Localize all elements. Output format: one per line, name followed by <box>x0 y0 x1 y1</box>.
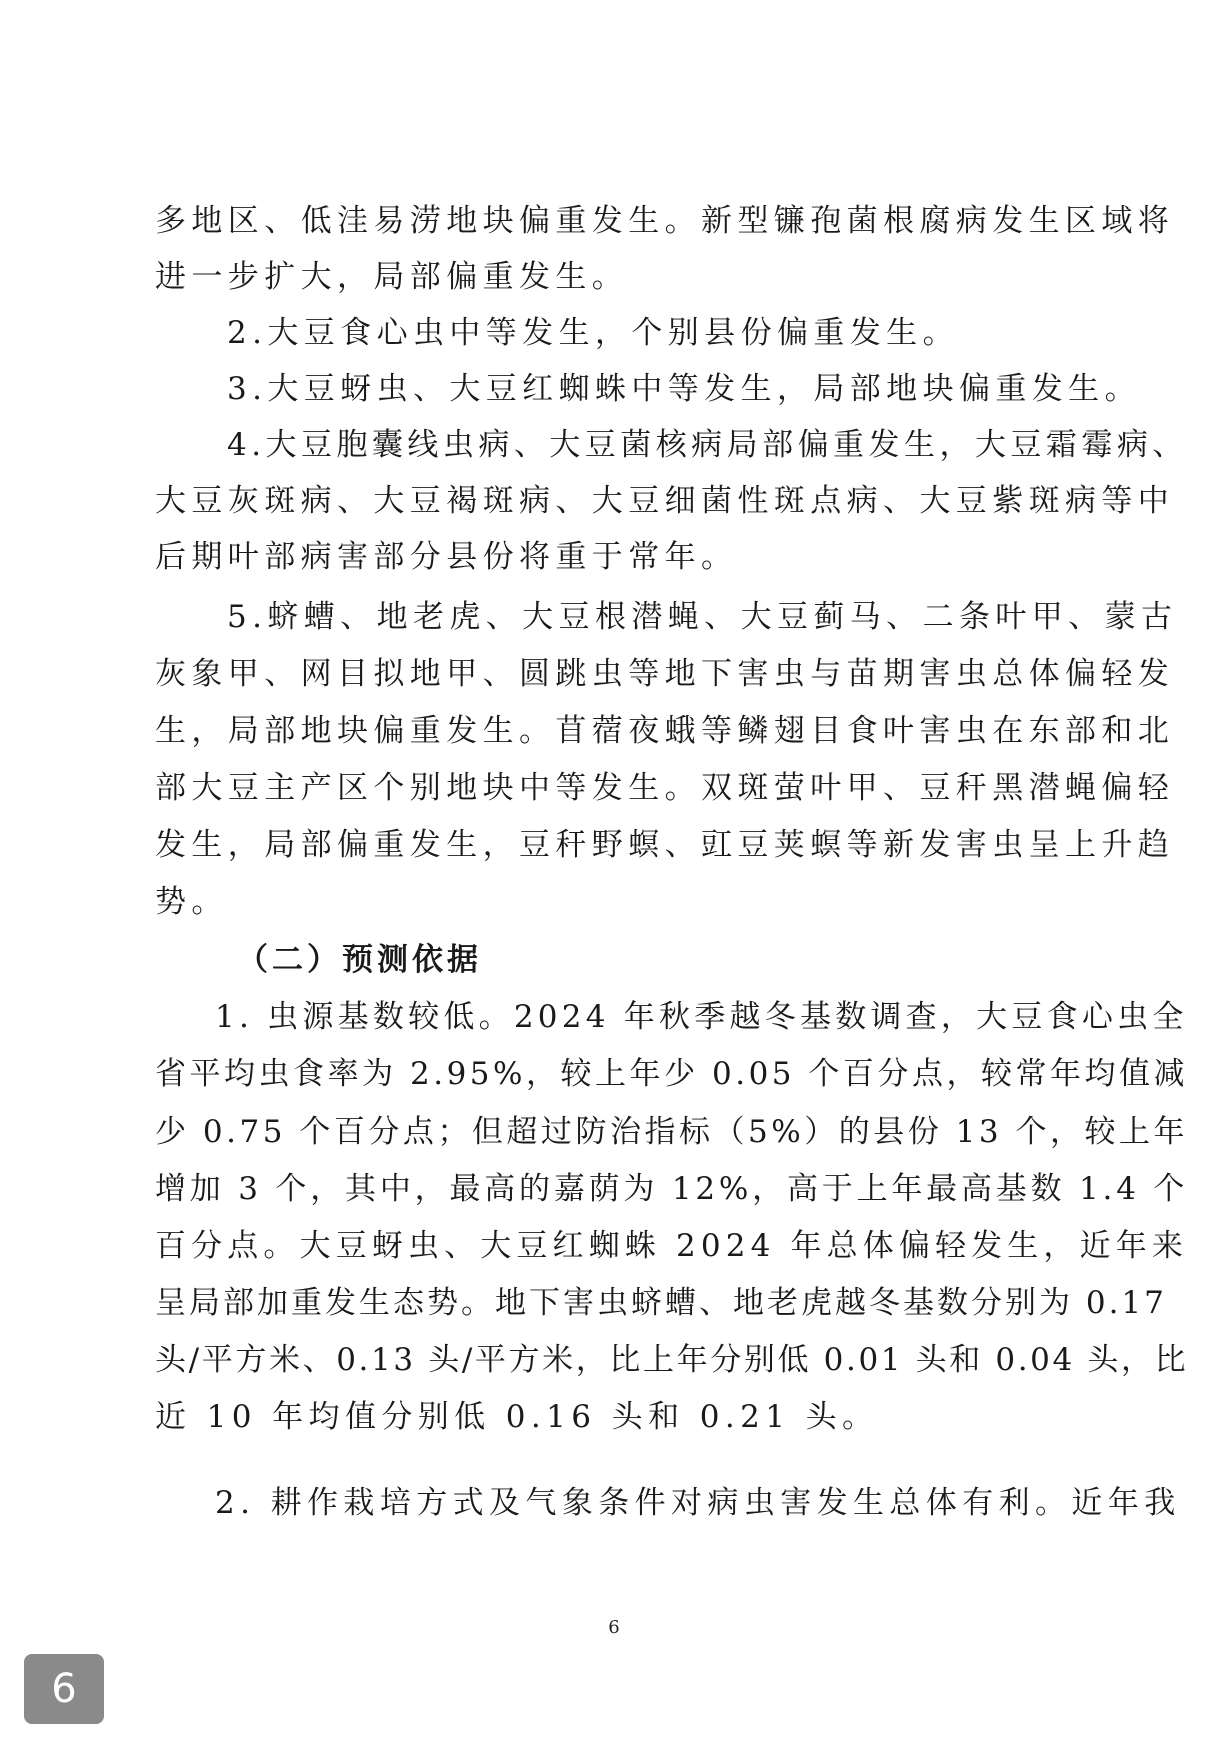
body-line: 增加 3 个，其中，最高的嘉荫为 12%，高于上年最高基数 1.4 个 <box>155 1171 1189 1207</box>
body-line: 部大豆主产区个别地块中等发生。双斑萤叶甲、豆秆黑潜蝇偏轻 <box>155 770 1175 806</box>
page-indicator-badge: 6 <box>24 1654 104 1724</box>
body-line: 头/平方米、0.13 头/平方米，比上年分别低 0.01 头和 0.04 头，比 <box>155 1342 1189 1378</box>
body-line: 近 10 年均值分别低 0.16 头和 0.21 头。 <box>155 1399 879 1435</box>
body-line: 生，局部地块偏重发生。苜蓿夜蛾等鳞翅目食叶害虫在东部和北 <box>155 713 1175 749</box>
body-line: 省平均虫食率为 2.95%，较上年少 0.05 个百分点，较常年均值减 <box>155 1056 1189 1092</box>
body-line: 少 0.75 个百分点；但超过防治指标（5%）的县份 13 个，较上年 <box>155 1114 1189 1150</box>
body-line: 势。 <box>155 884 228 920</box>
list-item-line: 2. 耕作栽培方式及气象条件对病虫害发生总体有利。近年我 <box>215 1485 1181 1521</box>
list-item-line: 5.蛴螬、地老虎、大豆根潜蝇、大豆蓟马、二条叶甲、蒙古 <box>227 599 1178 635</box>
body-line: 灰象甲、网目拟地甲、圆跳虫等地下害虫与苗期害虫总体偏轻发 <box>155 656 1175 692</box>
list-item-line: 3.大豆蚜虫、大豆红蜘蛛中等发生，局部地块偏重发生。 <box>227 371 1141 407</box>
body-line: 发生，局部偏重发生，豆秆野螟、豇豆荚螟等新发害虫呈上升趋 <box>155 827 1175 863</box>
list-item-line: 4.大豆胞囊线虫病、大豆菌核病局部偏重发生，大豆霜霉病、 <box>227 427 1188 463</box>
section-heading: （二）预测依据 <box>237 942 482 978</box>
body-line: 大豆灰斑病、大豆褐斑病、大豆细菌性斑点病、大豆紫斑病等中 <box>155 483 1175 519</box>
body-line: 呈局部加重发生态势。地下害虫蛴螬、地老虎越冬基数分别为 0.17 <box>155 1285 1167 1321</box>
list-item-line: 2.大豆食心虫中等发生，个别县份偏重发生。 <box>227 315 959 351</box>
page-number: 6 <box>608 1617 620 1638</box>
body-line: 百分点。大豆蚜虫、大豆红蜘蛛 2024 年总体偏轻发生，近年来 <box>155 1228 1188 1264</box>
body-line: 后期叶部病害部分县份将重于常年。 <box>155 539 738 575</box>
list-item-line: 1. 虫源基数较低。2024 年秋季越冬基数调查，大豆食心虫全 <box>215 999 1188 1035</box>
body-line: 进一步扩大，局部偏重发生。 <box>155 259 629 295</box>
body-line: 多地区、低洼易涝地块偏重发生。新型镰孢菌根腐病发生区域将 <box>155 203 1175 239</box>
